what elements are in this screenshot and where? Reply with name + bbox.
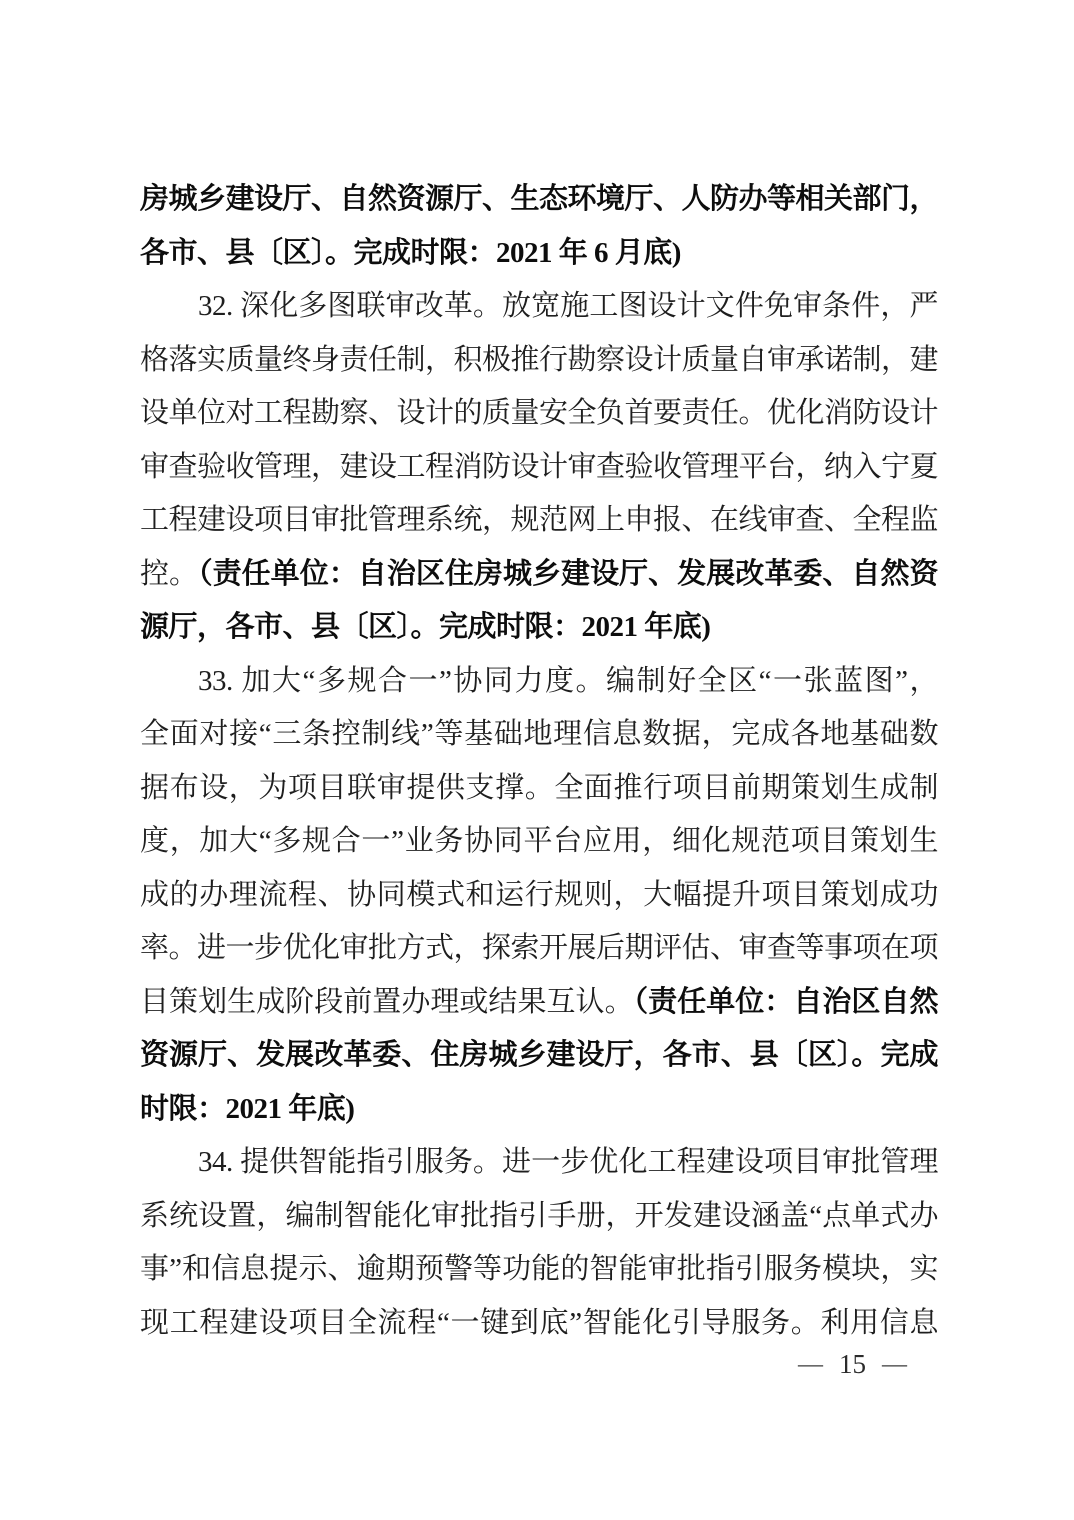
footer-dash-right: —: [882, 1350, 907, 1378]
text-segment: 系统设置，编制智能化审批指引手册，开发建设涵盖“点单式办: [140, 1199, 938, 1232]
text-line: [140, 922, 938, 976]
text-line: [140, 173, 938, 227]
text-line: [140, 1029, 938, 1083]
text-segment: 工程建设项目审批管理系统，规范网上申报、在线审查、全程监: [140, 504, 939, 536]
text-line: [140, 280, 938, 334]
text-segment: 全面对接“三条控制线”等基础地理信息数据，完成各地基础数: [140, 718, 938, 750]
footer-dash-left: —: [798, 1350, 823, 1378]
text-segment: 度，加大“多规合一”业务协同平台应用，细化规范项目策划生: [140, 825, 938, 857]
text-line: [140, 1297, 938, 1351]
page-number: 15: [839, 1349, 866, 1379]
text-line: [140, 334, 938, 388]
text-line: [140, 708, 938, 762]
text-line: [140, 762, 938, 816]
text-segment: 34. 提供智能指引服务。进一步优化工程建设项目审批管理: [198, 1146, 938, 1178]
text-segment: 33. 加大“多规合一”协同力度。编制好全区“一张蓝图”，: [198, 664, 938, 697]
text-segment: 成的办理流程、协同模式和运行规则，大幅提升项目策划成功: [140, 878, 938, 911]
text-segment: 据布设，为项目联审提供支撑。全面推行项目前期策划生成制: [140, 771, 938, 804]
text-line: [140, 387, 938, 441]
text-line: [140, 1083, 938, 1137]
text-block: [140, 173, 938, 1350]
text-segment: （责任单位：自治区住房城乡建设厅、发展改革委、自然资: [198, 557, 938, 590]
text-segment: 资源厅、发展改革委、住房城乡建设厅，各市、县〔区〕。完成: [140, 1039, 938, 1071]
text-line: [140, 815, 938, 869]
text-segment: 源厅，各市、县〔区〕。完成时限：2021 年底): [140, 611, 711, 643]
text-line: [140, 494, 938, 548]
text-line: [140, 601, 938, 655]
text-line: [140, 1243, 938, 1297]
text-line: [140, 548, 938, 602]
text-line: [140, 1190, 938, 1244]
text-segment: 事”和信息提示、逾期预警等功能的智能审批指引服务模块，实: [140, 1253, 938, 1285]
text-line: [140, 655, 938, 709]
text-line: [140, 227, 938, 281]
text-line: [140, 869, 938, 923]
text-segment: 现工程建设项目全流程“一键到底”智能化引导服务。利用信息: [140, 1306, 938, 1339]
text-segment: 率。进一步优化审批方式，探索开展后期评估、审查等事项在项: [140, 932, 939, 964]
text-line: [140, 1136, 938, 1190]
text-segment: 审查验收管理，建设工程消防设计审查验收管理平台，纳入宁夏: [140, 450, 939, 483]
text-segment: 格落实质量终身责任制，积极推行勘察设计质量自审承诺制，建: [140, 343, 939, 376]
text-segment: 设单位对工程勘察、设计的质量安全负首要责任。优化消防设计: [140, 397, 939, 429]
text-segment: 目策划生成阶段前置办理或结果互认。: [140, 985, 634, 1018]
page-footer: [798, 1349, 907, 1380]
text-segment: 房城乡建设厅、自然资源厅、生态环境厅、人防办等相关部门，: [140, 183, 939, 215]
text-segment: （责任单位：自治区自然: [633, 985, 938, 1018]
text-segment: 各市、县〔区〕。完成时限：2021 年 6 月底): [140, 236, 681, 269]
text-line: [140, 976, 938, 1030]
text-segment: 控。: [140, 557, 199, 590]
text-line: [140, 441, 938, 495]
text-segment: 32. 深化多图联审改革。放宽施工图设计文件免审条件，严: [198, 290, 938, 322]
text-segment: 时限：2021 年底): [140, 1092, 355, 1125]
